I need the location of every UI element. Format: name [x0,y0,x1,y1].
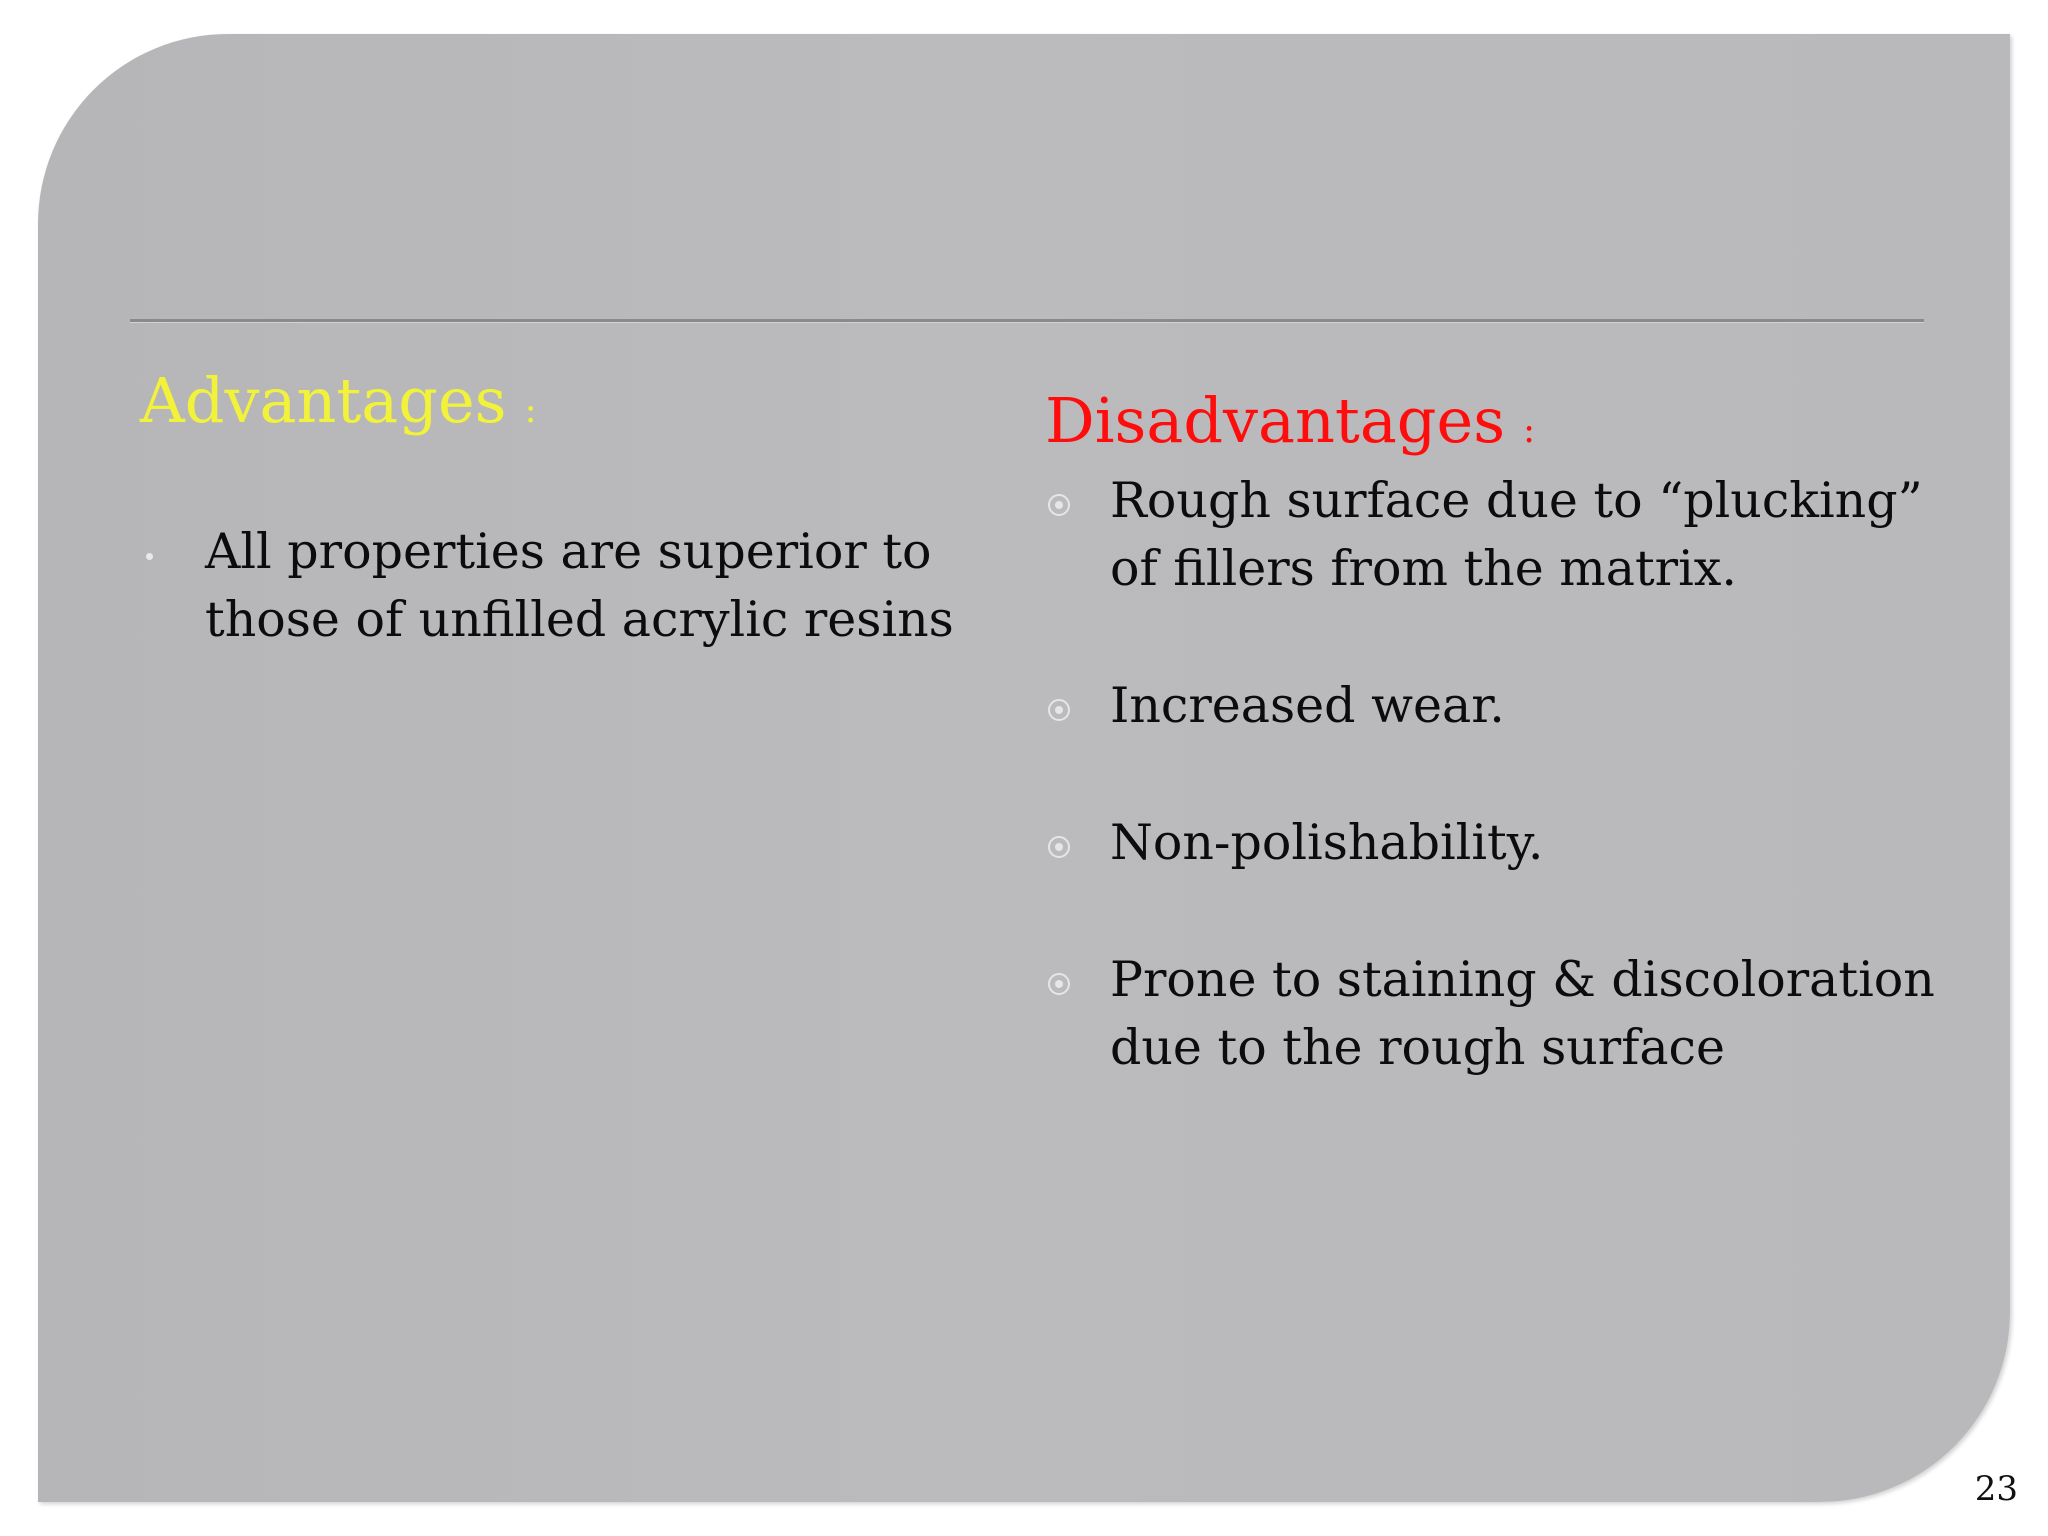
disadvantage-item-line: Increased wear. [1110,677,1505,734]
disadvantage-item [1110,672,1505,740]
bullet-dot-icon [146,553,153,560]
advantage-item [205,518,954,654]
advantage-item-line: those of unfilled acrylic resins [205,591,954,648]
ring-bullet-icon [1048,699,1070,721]
disadvantage-item [1110,467,1923,603]
disadvantages-heading-text: Disadvantages [1045,384,1506,457]
disadvantages-heading-colon: : [1523,410,1536,451]
disadvantage-item [1110,946,1935,1082]
disadvantage-item [1110,809,1543,877]
disadvantage-item-line: Rough surface due to “plucking” [1110,472,1923,529]
advantages-heading [140,364,537,437]
disadvantage-item-line: Non-polishability. [1110,814,1544,871]
ring-bullet-icon [1048,836,1070,858]
page-number: 23 [1974,1469,2018,1509]
disadvantage-item-line: of fillers from the matrix. [1110,540,1737,597]
advantages-heading-text: Advantages [140,364,507,437]
title-divider [130,319,1924,323]
advantages-heading-colon: : [524,390,537,431]
disadvantage-item-line: Prone to staining & discoloration [1110,951,1935,1008]
slide-panel [38,34,2010,1502]
ring-bullet-icon [1048,494,1070,516]
ring-bullet-icon [1048,973,1070,995]
disadvantage-item-line: due to the rough surface [1110,1019,1725,1076]
advantage-item-line: All properties are superior to [205,523,932,580]
disadvantages-heading [1045,384,1536,457]
